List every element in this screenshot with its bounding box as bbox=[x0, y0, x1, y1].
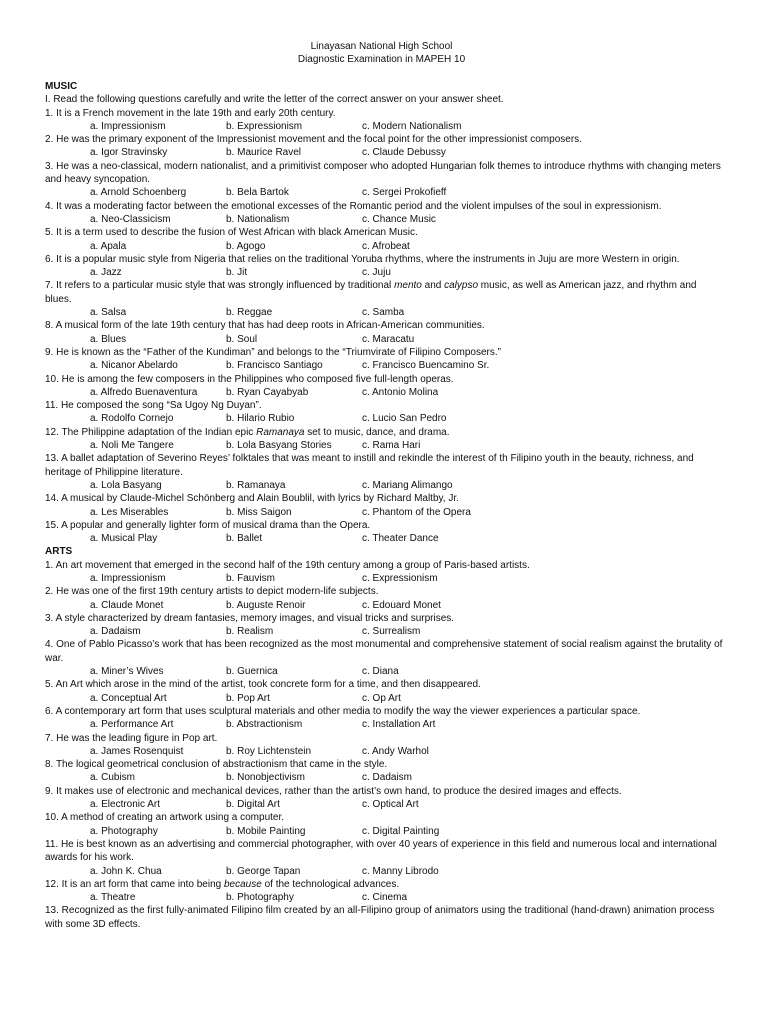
option-c: c. Installation Art bbox=[362, 719, 436, 731]
question-text: 5. It is a term used to describe the fusion of West African with black American Music. bbox=[45, 227, 418, 239]
music-instructions: I. Read the following questions carefully and write the letter of the correct answer on your answer sheet. bbox=[45, 94, 504, 106]
option-a: a. Dadaism bbox=[90, 626, 141, 638]
answer-options bbox=[45, 306, 728, 319]
answer-options bbox=[45, 439, 728, 452]
option-b: b. Ryan Cayabyab bbox=[226, 386, 309, 398]
answer-options bbox=[45, 359, 728, 372]
question-text: 6. A contemporary art form that uses sculptural materials and other media to modify the way the viewer experiences a particular space. bbox=[45, 705, 641, 717]
option-c: c. Manny Librodo bbox=[362, 865, 439, 877]
option-c: c. Expressionism bbox=[362, 572, 438, 584]
answer-options bbox=[45, 745, 728, 758]
question-text: 3. He was a neo-classical, modern nationalist, and a primitivist composer who adopted Hungarian folk themes to introduce rhythms with changing meters and heavy syncopation. bbox=[45, 160, 721, 186]
question-text: 11. He composed the song “Sa Ugoy Ng Duyan”. bbox=[45, 400, 262, 412]
option-c: c. Francisco Buencamino Sr. bbox=[362, 360, 490, 372]
music-section-title: MUSIC bbox=[45, 81, 78, 92]
option-c: c. Maracatu bbox=[362, 333, 415, 345]
option-b: b. Agogo bbox=[226, 240, 266, 252]
option-a: a. Apala bbox=[90, 240, 127, 252]
answer-options bbox=[45, 599, 728, 612]
question-fragment: and bbox=[421, 280, 445, 292]
answer-options bbox=[45, 479, 728, 492]
question-text: 5. An Art which arose in the mind of the artist, took concrete form for a time, and then disappeared. bbox=[45, 679, 481, 691]
option-b: b. Reggae bbox=[226, 307, 273, 319]
option-b: b. Jit bbox=[226, 267, 248, 279]
question-text bbox=[45, 426, 725, 439]
answer-options bbox=[45, 240, 728, 253]
question-text bbox=[45, 279, 725, 306]
arts-questions bbox=[45, 559, 728, 931]
answer-options bbox=[45, 186, 728, 199]
option-b: b. George Tapan bbox=[226, 865, 301, 877]
question-text bbox=[45, 878, 725, 891]
answer-options bbox=[45, 865, 728, 878]
answer-options bbox=[45, 771, 728, 784]
option-c: c. Digital Painting bbox=[362, 825, 440, 837]
option-a: a. Nicanor Abelardo bbox=[90, 360, 178, 372]
question-text: 2. He was the primary exponent of the Impressionist movement and the focal point for the other impressionist composers. bbox=[45, 134, 582, 146]
question-text: 13. A ballet adaptation of Severino Reyes’ folktales that was meant to instill and rekindle the interest of th Filipino youth in the beauty, richness, and heritage of Philippine literature. bbox=[45, 453, 694, 478]
option-b: b. Auguste Renoir bbox=[226, 599, 306, 611]
answer-options bbox=[45, 213, 728, 226]
option-a: a. Noli Me Tangere bbox=[90, 440, 174, 452]
question-text: 1. It is a French movement in the late 19th and early 20th century. bbox=[45, 107, 336, 119]
question-text: 4. One of Pablo Picasso’s work that has been recognized as the most monumental and comprehensive statement of social realism against the brutality of war. bbox=[45, 639, 723, 664]
question-emphasis: because bbox=[223, 878, 262, 890]
option-c: c. Diana bbox=[362, 666, 399, 678]
option-b: b. Hilario Rubio bbox=[226, 413, 295, 425]
question-emphasis: Ramanaya bbox=[256, 426, 305, 438]
option-a: a. Lola Basyang bbox=[90, 479, 162, 491]
option-c: c. Cinema bbox=[362, 892, 408, 904]
option-b: b. Expressionism bbox=[226, 120, 303, 132]
option-c: c. Surrealism bbox=[362, 626, 421, 638]
answer-options bbox=[45, 718, 728, 731]
option-b: b. Digital Art bbox=[226, 799, 280, 811]
option-b: b. Nonobjectivism bbox=[226, 772, 305, 784]
option-a: a. Rodolfo Cornejo bbox=[90, 413, 174, 425]
option-c: c. Edouard Monet bbox=[362, 599, 441, 611]
answer-options bbox=[45, 506, 728, 519]
question-emphasis: mento bbox=[394, 280, 422, 292]
answer-options bbox=[45, 266, 728, 279]
option-b: b. Guernica bbox=[226, 666, 278, 678]
option-a: a. Theatre bbox=[90, 892, 136, 904]
option-c: c. Theater Dance bbox=[362, 533, 439, 545]
option-c: c. Claude Debussy bbox=[362, 147, 446, 159]
answer-options bbox=[45, 625, 728, 638]
option-c: c. Andy Warhol bbox=[362, 745, 429, 757]
question-fragment: 12. The Philippine adaptation of the Indian epic bbox=[45, 426, 257, 438]
option-a: a. Electronic Art bbox=[90, 799, 161, 811]
option-b: b. Fauvism bbox=[226, 572, 275, 584]
option-a: a. Alfredo Buenaventura bbox=[90, 386, 198, 398]
option-c: c. Phantom of the Opera bbox=[362, 506, 471, 518]
option-c: c. Lucio San Pedro bbox=[362, 413, 447, 425]
question-text: 8. A musical form of the late 19th century that has had deep roots in African-American communities. bbox=[45, 320, 485, 332]
option-a: a. Miner’s Wives bbox=[90, 666, 164, 678]
document-header bbox=[35, 40, 728, 66]
answer-options bbox=[45, 798, 728, 811]
answer-options bbox=[45, 532, 728, 545]
option-b: b. Realism bbox=[226, 626, 274, 638]
option-a: a. Blues bbox=[90, 333, 127, 345]
arts-section-title: ARTS bbox=[45, 546, 73, 558]
option-a: a. Igor Stravinsky bbox=[90, 147, 168, 159]
answer-options bbox=[45, 386, 728, 399]
answer-options bbox=[45, 412, 728, 425]
question-text: 2. He was one of the first 19th century artists to depict modern-life subjects. bbox=[45, 586, 379, 598]
answer-options bbox=[45, 891, 728, 904]
option-c: c. Optical Art bbox=[362, 799, 419, 811]
option-b: b. Ballet bbox=[226, 533, 263, 545]
option-c: c. Sergei Prokofieff bbox=[362, 187, 447, 199]
answer-options bbox=[45, 120, 728, 133]
option-b: b. Ramanaya bbox=[226, 479, 286, 491]
option-c: c. Rama Hari bbox=[362, 440, 421, 452]
answer-options bbox=[45, 572, 728, 585]
question-text: 1. An art movement that emerged in the second half of the 19th century among a group of Paris-based artists. bbox=[45, 559, 530, 571]
option-c: c. Antonio Molina bbox=[362, 386, 439, 398]
option-c: c. Chance Music bbox=[362, 213, 436, 225]
question-text: 3. A style characterized by dream fantasies, memory images, and visual tricks and surprises. bbox=[45, 612, 455, 624]
option-c: c. Dadaism bbox=[362, 772, 413, 784]
option-b: b. Maurice Ravel bbox=[226, 147, 302, 159]
option-b: b. Bela Bartok bbox=[226, 187, 289, 199]
school-name: Linayasan National High School bbox=[310, 41, 453, 52]
option-a: a. Les Miserables bbox=[90, 506, 169, 518]
question-emphasis: calypso bbox=[444, 280, 479, 292]
question-text: 10. A method of creating an artwork using a computer. bbox=[45, 812, 285, 824]
option-a: a. Impressionism bbox=[90, 572, 166, 584]
question-fragment: 12. It is an art form that came into being bbox=[45, 878, 224, 890]
question-text: 6. It is a popular music style from Nigeria that relies on the traditional Yoruba rhythms, where the instruments in Juju are more Western in origin. bbox=[45, 253, 680, 265]
option-b: b. Mobile Painting bbox=[226, 825, 306, 837]
answer-options bbox=[45, 146, 728, 159]
question-text: 9. It makes use of electronic and mechanical devices, rather than the artist’s own hand, to produce the desired images and effects. bbox=[45, 785, 622, 797]
option-b: b. Nationalism bbox=[226, 213, 290, 225]
option-b: b. Francisco Santiago bbox=[226, 360, 323, 372]
option-b: b. Miss Saigon bbox=[226, 506, 292, 518]
option-a: a. Cubism bbox=[90, 772, 136, 784]
question-text: 4. It was a moderating factor between the emotional excesses of the Romantic period and the violent impulses of the soul in expressionism. bbox=[45, 200, 662, 212]
option-a: a. Photography bbox=[90, 825, 158, 837]
option-a: a. James Rosenquist bbox=[90, 745, 184, 757]
option-c: c. Afrobeat bbox=[362, 240, 410, 252]
music-questions bbox=[45, 107, 728, 546]
exam-content bbox=[45, 80, 728, 931]
option-a: a. Conceptual Art bbox=[90, 692, 167, 704]
option-a: a. Arnold Schoenberg bbox=[90, 187, 187, 199]
option-c: c. Op Art bbox=[362, 692, 401, 704]
option-c: c. Juju bbox=[362, 267, 391, 279]
question-fragment: music, as well as American jazz, and rhythm and blues. bbox=[45, 280, 697, 305]
option-a: a. Claude Monet bbox=[90, 599, 164, 611]
question-text: 14. A musical by Claude-Michel Schönberg and Alain Boublil, with lyrics by Richard Maltby, Jr. bbox=[45, 493, 459, 505]
exam-title: Diagnostic Examination in MAPEH 10 bbox=[297, 54, 466, 65]
option-a: a. Jazz bbox=[90, 267, 122, 279]
option-b: b. Abstractionism bbox=[226, 719, 303, 731]
option-a: a. Performance Art bbox=[90, 719, 174, 731]
option-b: b. Photography bbox=[226, 892, 294, 904]
option-c: c. Modern Nationalism bbox=[362, 120, 462, 132]
option-b: b. Lola Basyang Stories bbox=[226, 440, 332, 452]
answer-options bbox=[45, 665, 728, 678]
question-text: 8. The logical geometrical conclusion of abstractionism that came in the style. bbox=[45, 759, 388, 771]
option-c: c. Mariang Alimango bbox=[362, 479, 453, 491]
answer-options bbox=[45, 692, 728, 705]
option-a: a. Musical Play bbox=[90, 533, 158, 545]
option-a: a. Neo-Classicism bbox=[90, 213, 171, 225]
answer-options bbox=[45, 825, 728, 838]
question-fragment: 7. It refers to a particular music style that was strongly influenced by traditional bbox=[45, 280, 395, 292]
question-text: 13. Recognized as the first fully-animated Filipino film created by an all-Filipino group of animators using the traditional (hand-drawn) animation process with some 3D effects. bbox=[45, 905, 715, 930]
option-c: c. Samba bbox=[362, 307, 405, 319]
option-b: b. Soul bbox=[226, 333, 258, 345]
option-a: a. John K. Chua bbox=[90, 865, 162, 877]
option-b: b. Roy Lichtenstein bbox=[226, 745, 312, 757]
option-a: a. Impressionism bbox=[90, 120, 166, 132]
option-a: a. Salsa bbox=[90, 307, 127, 319]
question-text: 15. A popular and generally lighter form of musical drama than the Opera. bbox=[45, 519, 371, 531]
question-fragment: set to music, dance, and drama. bbox=[304, 426, 450, 438]
answer-options bbox=[45, 333, 728, 346]
question-text: 10. He is among the few composers in the Philippines who composed five full-length operas. bbox=[45, 373, 454, 385]
question-text: 7. He was the leading figure in Pop art. bbox=[45, 732, 218, 744]
question-text: 11. He is best known as an advertising and commercial photographer, with over 40 years of experience in this field and numerous local and international awards for his work. bbox=[45, 838, 717, 864]
question-fragment: of the technological advances. bbox=[261, 878, 400, 890]
option-b: b. Pop Art bbox=[226, 692, 270, 704]
question-text: 9. He is known as the “Father of the Kundiman” and belongs to the “Triumvirate of Filipino Composers.” bbox=[45, 346, 501, 358]
